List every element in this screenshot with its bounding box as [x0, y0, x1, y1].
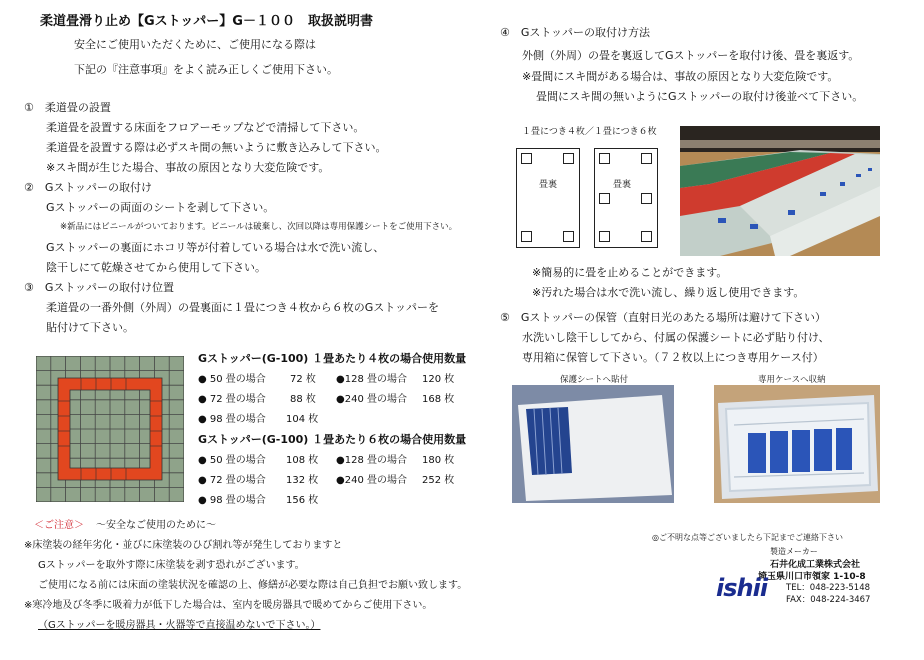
note-line: ※汚れた場合は水で洗い流し、繰り返し使用できます。	[532, 286, 805, 299]
usage-cell: 252 枚	[422, 475, 455, 486]
contact-note: ◎ご不明な点等ございましたら下記までご連絡下さい	[652, 533, 843, 542]
section-5-heading: ⑤ Gストッパーの保管（直射日光のあたる場所は避けて下さい）	[500, 311, 827, 324]
stopper-mark	[641, 153, 652, 164]
section-2-line: Gストッパーの両面のシートを剥して下さい。	[46, 201, 275, 214]
section-2-small-note: ※新品にはビニールがついております。ビニールは破棄し、次回以降は専用保護シートをご使用下さい。	[60, 222, 458, 232]
section-1-heading: ① 柔道畳の設置	[24, 101, 111, 114]
usage-cell: ●240 畳の場合	[336, 394, 407, 405]
section-4-warning: ※畳間にスキ間がある場合は、事故の原因となり大変危険です。	[522, 70, 839, 83]
section-3-line: 柔道畳の一番外側（外周）の畳裏面に１畳につき４枚から６枚のGストッパーを	[46, 301, 439, 314]
section-2-heading: ② Gストッパーの取付け	[24, 181, 153, 194]
usage-cell: ● 72 畳の場合	[198, 394, 266, 405]
usage-cell: 180 枚	[422, 455, 455, 466]
usage-cell: 104 枚	[286, 414, 319, 425]
company-name: 石井化成工業株式会社	[770, 560, 861, 570]
stopper-mark	[563, 231, 574, 242]
section-1-line: 柔道畳を設置する床面をフロアーモップなどで清掃して下さい。	[46, 121, 365, 134]
usage-cell: ● 50 畳の場合	[198, 455, 266, 466]
storage-case-photo	[714, 385, 880, 503]
section-4-line: 外側（外周）の畳を裏返してGストッパーを取付け後、畳を裏返す。	[522, 49, 860, 62]
stopper-mark	[599, 193, 610, 204]
stopper-mark	[521, 153, 532, 164]
photo-caption-case: 専用ケースへ収納	[758, 375, 826, 385]
section-2-line: 陰干しにて乾燥させてから使用して下さい。	[46, 261, 266, 274]
tatami-6-diagram	[594, 148, 658, 248]
section-3-line: 貼付けて下さい。	[46, 321, 134, 334]
usage-cell: 168 枚	[422, 394, 455, 405]
usage-cell: 120 枚	[422, 374, 455, 385]
section-1-warning: ※スキ間が生じた場合、事故の原因となり大変危険です。	[46, 161, 330, 174]
usage-cell: ● 50 畳の場合	[198, 374, 266, 385]
usage-4-title: Gストッパー(G-100) １畳あたり４枚の場合使用数量	[198, 352, 467, 365]
caution-line: （Gストッパーを暖房器具・火器等で直接温めないで下さい。）	[38, 620, 321, 631]
caution-line: ※床塗装の経年劣化・並びに床塗装のひび割れ等が発生しておりますと	[24, 540, 343, 551]
protective-sheet-photo	[512, 385, 674, 503]
section-4-heading: ④ Gストッパーの取付け方法	[500, 26, 651, 39]
usage-cell: ●240 畳の場合	[336, 475, 407, 486]
section-5-line: 専用箱に保管して下さい。（７２枚以上につき専用ケース付）	[522, 351, 824, 364]
diagram-caption: １畳につき４枚／１畳につき６枚	[522, 127, 657, 137]
usage-cell: 156 枚	[286, 495, 319, 506]
ishii-logo: ishii	[716, 574, 768, 602]
company-address: 埼玉県川口市領家 1-10-8	[758, 572, 866, 582]
maker-label: 製造メーカー	[770, 547, 818, 556]
usage-cell: ● 98 畳の場合	[198, 495, 266, 506]
stopper-mark	[641, 231, 652, 242]
company-fax: FAX：048-224-3467	[786, 595, 871, 605]
gym-mats-photo	[680, 126, 880, 256]
stopper-mark	[563, 153, 574, 164]
document-title: 柔道畳滑り止め【Gストッパー】G－１００ 取扱説明書	[40, 14, 373, 29]
caution-heading: ＜ご注意＞	[34, 520, 84, 531]
company-tel: TEL：048-223-5148	[786, 583, 871, 593]
stopper-mark	[521, 231, 532, 242]
usage-cell: ●128 畳の場合	[336, 374, 407, 385]
usage-cell: 72 枚	[290, 374, 316, 385]
stopper-mark	[599, 231, 610, 242]
section-5-line: 水洗いし陰干ししてから、付属の保護シートに必ず貼り付け、	[522, 331, 830, 344]
usage-cell: ● 98 畳の場合	[198, 414, 266, 425]
usage-cell: ●128 畳の場合	[336, 455, 407, 466]
usage-cell: 132 枚	[286, 475, 319, 486]
caution-line: ※寒冷地及び冬季に吸着力が低下した場合は、室内を暖房器具で暖めてからご使用下さい。	[24, 600, 433, 611]
usage-cell: 108 枚	[286, 455, 319, 466]
tatami-back-label: 畳裏	[539, 180, 558, 190]
intro-line-1: 安全にご使用いただくために、ご使用になる際は	[74, 38, 316, 51]
note-line: ※簡易的に畳を止めることができます。	[532, 266, 728, 279]
usage-6-title: Gストッパー(G-100) １畳あたり６枚の場合使用数量	[198, 433, 467, 446]
section-1-line: 柔道畳を設置する際は必ずスキ間の無いように敷き込みして下さい。	[46, 141, 387, 154]
caution-line: ご使用になる前には床面の塗装状況を確認の上、修繕が必要な際は自己負担でお願い致します。	[38, 580, 468, 591]
usage-cell: ● 72 畳の場合	[198, 475, 266, 486]
stopper-mark	[641, 193, 652, 204]
usage-cell: 88 枚	[290, 394, 316, 405]
caution-subheading: ～安全なご使用のために～	[96, 520, 216, 531]
mat-layout-diagram	[36, 356, 184, 502]
stopper-mark	[599, 153, 610, 164]
section-3-heading: ③ Gストッパーの取付け位置	[24, 281, 175, 294]
photo-caption-sheet: 保護シートへ貼付	[560, 375, 629, 385]
section-2-line: Gストッパーの裏面にホコリ等が付着している場合は水で洗い流し、	[46, 241, 385, 254]
caution-line: Gストッパーを取外す際に床塗装を剥す恐れがございます。	[38, 560, 305, 571]
section-4-line: 畳間にスキ間の無いようにGストッパーの取付け後並べて下さい。	[536, 90, 864, 103]
intro-line-2: 下記の『注意事項』をよく読み正しくご使用下さい。	[74, 63, 338, 76]
tatami-4-diagram	[516, 148, 580, 248]
tatami-back-label: 畳裏	[613, 180, 632, 190]
